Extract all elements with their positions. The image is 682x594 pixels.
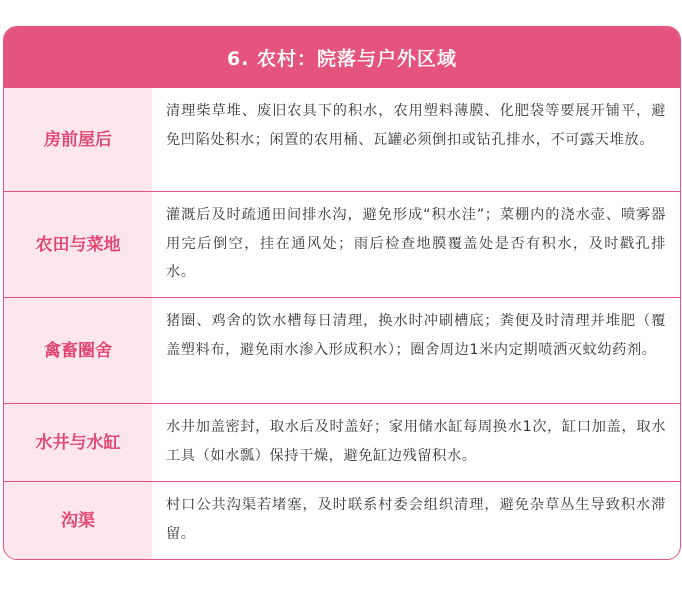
table-row — [4, 403, 680, 481]
row-label-line: 农田 — [35, 234, 70, 255]
row-content: 水井加盖密封，取水后及时盖好；家用储水缸每周换水1次，缸口加盖，取水工具（如水瓢）保持干燥，避免缸边残留积水。 — [166, 419, 666, 464]
table-row — [4, 191, 680, 297]
row-label-line: 与菜地 — [69, 234, 121, 255]
row-label — [4, 192, 152, 297]
row-label-line: 禽畜 — [44, 340, 78, 361]
row-label-line: 沟渠 — [61, 510, 95, 531]
row-content: 灌溉后及时疏通田间排水沟，避免形成“积水洼”；菜棚内的浇水壶、喷雾器用完后倒空，挂在通风处；雨后检查地膜覆盖处是否有积水，及时戳孔排水。 — [166, 207, 666, 280]
row-content: 清理柴草堆、废旧农具下的积水，农用塑料薄膜、化肥袋等要展开铺平，避免凹陷处积水；闲置的农用桶、瓦罐必须倒扣或钻孔排水，不可露天堆放。 — [166, 103, 666, 148]
row-content: 猪圈、鸡舍的饮水槽每日清理，换水时冲刷槽底；粪便及时清理并堆肥（覆盖塑料布，避免雨水渗入形成积水）；圈舍周边1米内定期喷洒灭蚊幼药剂。 — [166, 313, 666, 358]
card-title: 6. 农村：院落与户外区域 — [4, 27, 680, 87]
table-row — [4, 87, 680, 191]
row-label-line: 圈舍 — [78, 340, 112, 361]
row-label-line: 房前 — [44, 129, 78, 150]
row-content: 村口公共沟渠若堵塞，及时联系村委会组织清理，避免杂草丛生导致积水滞留。 — [166, 497, 666, 542]
info-card — [3, 26, 681, 560]
table-row — [4, 481, 680, 559]
row-label-line: 与水缸 — [69, 432, 121, 453]
row-label — [4, 404, 152, 481]
row-label-line: 水井 — [35, 432, 70, 453]
table-row — [4, 297, 680, 403]
row-label — [4, 298, 152, 403]
row-label-line: 屋后 — [78, 129, 112, 150]
row-label — [4, 482, 152, 559]
row-label — [4, 88, 152, 191]
